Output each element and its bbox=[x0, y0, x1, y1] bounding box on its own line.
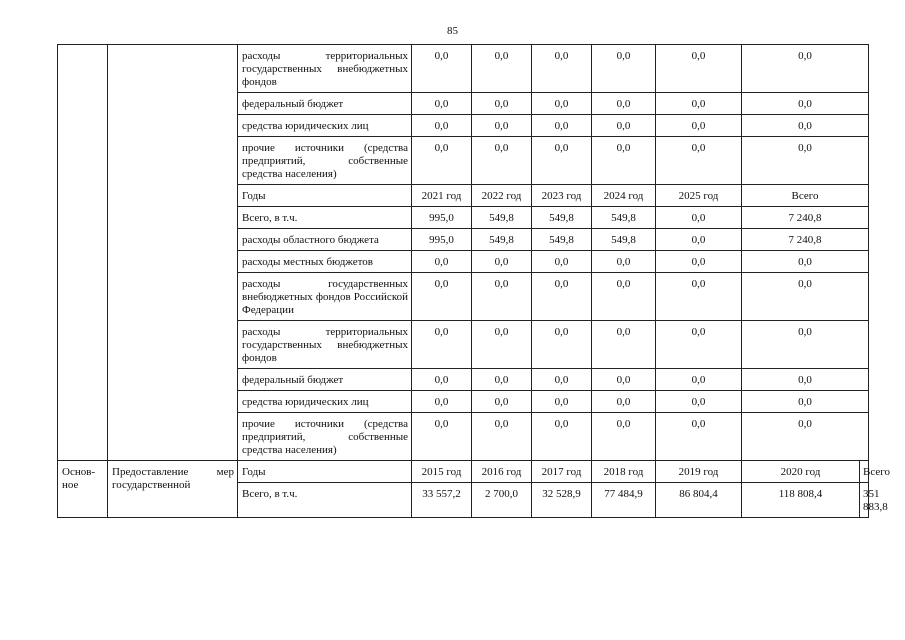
value-cell: 0,0 bbox=[472, 413, 532, 461]
value-cell: 0,0 bbox=[656, 251, 742, 273]
page-number: 85 bbox=[447, 25, 458, 37]
value-cell: 0,0 bbox=[656, 369, 742, 391]
value-cell: 0,0 bbox=[472, 391, 532, 413]
total-cell: 351 883,8 bbox=[860, 483, 869, 518]
value-cell: 0,0 bbox=[412, 273, 472, 321]
value-cell: 0,0 bbox=[412, 45, 472, 93]
year-header: 2025 год bbox=[656, 185, 742, 207]
total-cell: 7 240,8 bbox=[742, 229, 869, 251]
source-label: средства юридических лиц bbox=[238, 391, 412, 413]
measure-title: Предоставление мер государственной bbox=[108, 461, 238, 518]
value-cell: 0,0 bbox=[532, 391, 592, 413]
value-cell: 0,0 bbox=[656, 273, 742, 321]
years-label: Годы bbox=[238, 185, 412, 207]
value-cell: 0,0 bbox=[472, 45, 532, 93]
source-label: расходы территориальных государственных внебюджетных фондов bbox=[238, 321, 412, 369]
value-cell: 0,0 bbox=[592, 273, 656, 321]
source-label: Всего, в т.ч. bbox=[238, 207, 412, 229]
value-cell: 0,0 bbox=[592, 391, 656, 413]
value-cell: 0,0 bbox=[412, 251, 472, 273]
value-cell: 0,0 bbox=[592, 413, 656, 461]
value-cell: 549,8 bbox=[472, 229, 532, 251]
value-cell: 0,0 bbox=[412, 115, 472, 137]
value-cell: 0,0 bbox=[656, 321, 742, 369]
total-cell: 0,0 bbox=[742, 251, 869, 273]
value-cell: 0,0 bbox=[532, 137, 592, 185]
value-cell: 0,0 bbox=[656, 93, 742, 115]
value-cell: 549,8 bbox=[532, 207, 592, 229]
value-cell: 0,0 bbox=[592, 93, 656, 115]
value-cell: 549,8 bbox=[472, 207, 532, 229]
value-cell: 0,0 bbox=[656, 45, 742, 93]
years-label: Годы bbox=[238, 461, 412, 483]
value-cell: 0,0 bbox=[656, 391, 742, 413]
value-cell: 32 528,9 bbox=[532, 483, 592, 518]
year-header: 2020 год bbox=[742, 461, 860, 483]
value-cell: 0,0 bbox=[656, 229, 742, 251]
funding-table bbox=[57, 44, 890, 518]
value-cell: 0,0 bbox=[472, 369, 532, 391]
table-row bbox=[58, 45, 869, 93]
value-cell: 0,0 bbox=[592, 321, 656, 369]
total-header: Всего bbox=[860, 461, 869, 483]
year-header: 2015 год bbox=[412, 461, 472, 483]
year-header: 2022 год bbox=[472, 185, 532, 207]
value-cell: 86 804,4 bbox=[656, 483, 742, 518]
value-cell: 0,0 bbox=[472, 93, 532, 115]
value-cell: 0,0 bbox=[532, 93, 592, 115]
source-label: федеральный бюджет bbox=[238, 93, 412, 115]
source-label: Всего, в т.ч. bbox=[238, 483, 412, 518]
total-cell: 0,0 bbox=[742, 115, 869, 137]
total-cell: 0,0 bbox=[742, 391, 869, 413]
value-cell: 549,8 bbox=[592, 229, 656, 251]
value-cell: 549,8 bbox=[592, 207, 656, 229]
value-cell: 0,0 bbox=[472, 321, 532, 369]
value-cell: 995,0 bbox=[412, 207, 472, 229]
total-cell: 0,0 bbox=[742, 137, 869, 185]
year-header: 2021 год bbox=[412, 185, 472, 207]
value-cell: 0,0 bbox=[592, 251, 656, 273]
total-cell: 0,0 bbox=[742, 413, 869, 461]
value-cell: 0,0 bbox=[532, 251, 592, 273]
value-cell: 0,0 bbox=[592, 369, 656, 391]
value-cell: 0,0 bbox=[412, 391, 472, 413]
value-cell: 0,0 bbox=[472, 137, 532, 185]
value-cell: 0,0 bbox=[412, 369, 472, 391]
source-label: расходы местных бюджетов bbox=[238, 251, 412, 273]
source-label: прочие источники (средства предприятий, собственные средства населения) bbox=[238, 137, 412, 185]
source-label: расходы территориальных государственных внебюджетных фондов bbox=[238, 45, 412, 93]
value-cell: 0,0 bbox=[532, 273, 592, 321]
value-cell: 995,0 bbox=[412, 229, 472, 251]
value-cell: 0,0 bbox=[472, 251, 532, 273]
value-cell: 2 700,0 bbox=[472, 483, 532, 518]
value-cell: 0,0 bbox=[532, 413, 592, 461]
source-label: средства юридических лиц bbox=[238, 115, 412, 137]
year-header: 2017 год bbox=[532, 461, 592, 483]
year-header: 2018 год bbox=[592, 461, 656, 483]
value-cell: 0,0 bbox=[532, 115, 592, 137]
years-header-row bbox=[58, 461, 869, 483]
total-cell: 0,0 bbox=[742, 45, 869, 93]
year-header: 2016 год bbox=[472, 461, 532, 483]
value-cell: 77 484,9 bbox=[592, 483, 656, 518]
total-cell: 0,0 bbox=[742, 369, 869, 391]
empty-cell-col1 bbox=[58, 45, 108, 461]
value-cell: 0,0 bbox=[656, 207, 742, 229]
value-cell: 0,0 bbox=[592, 115, 656, 137]
total-cell: 0,0 bbox=[742, 93, 869, 115]
value-cell: 0,0 bbox=[412, 413, 472, 461]
year-header: 2023 год bbox=[532, 185, 592, 207]
value-cell: 0,0 bbox=[412, 321, 472, 369]
source-label: расходы областного бюджета bbox=[238, 229, 412, 251]
source-label: федеральный бюджет bbox=[238, 369, 412, 391]
value-cell: 0,0 bbox=[656, 413, 742, 461]
value-cell: 0,0 bbox=[472, 273, 532, 321]
value-cell: 0,0 bbox=[656, 137, 742, 185]
value-cell: 0,0 bbox=[532, 45, 592, 93]
value-cell: 118 808,4 bbox=[742, 483, 860, 518]
value-cell: 0,0 bbox=[592, 45, 656, 93]
measure-type: Основ-ное bbox=[58, 461, 108, 518]
value-cell: 0,0 bbox=[472, 115, 532, 137]
year-header: 2019 год bbox=[656, 461, 742, 483]
total-cell: 0,0 bbox=[742, 321, 869, 369]
total-cell: 7 240,8 bbox=[742, 207, 869, 229]
value-cell: 33 557,2 bbox=[412, 483, 472, 518]
value-cell: 549,8 bbox=[532, 229, 592, 251]
source-label: расходы государственных внебюджетных фондов Российской Федерации bbox=[238, 273, 412, 321]
total-cell: 0,0 bbox=[742, 273, 869, 321]
year-header: 2024 год bbox=[592, 185, 656, 207]
value-cell: 0,0 bbox=[656, 115, 742, 137]
value-cell: 0,0 bbox=[412, 93, 472, 115]
value-cell: 0,0 bbox=[412, 137, 472, 185]
value-cell: 0,0 bbox=[532, 321, 592, 369]
value-cell: 0,0 bbox=[592, 137, 656, 185]
total-header: Всего bbox=[742, 185, 869, 207]
value-cell: 0,0 bbox=[532, 369, 592, 391]
empty-cell-col2 bbox=[108, 45, 238, 461]
source-label: прочие источники (средства предприятий, собственные средства населения) bbox=[238, 413, 412, 461]
